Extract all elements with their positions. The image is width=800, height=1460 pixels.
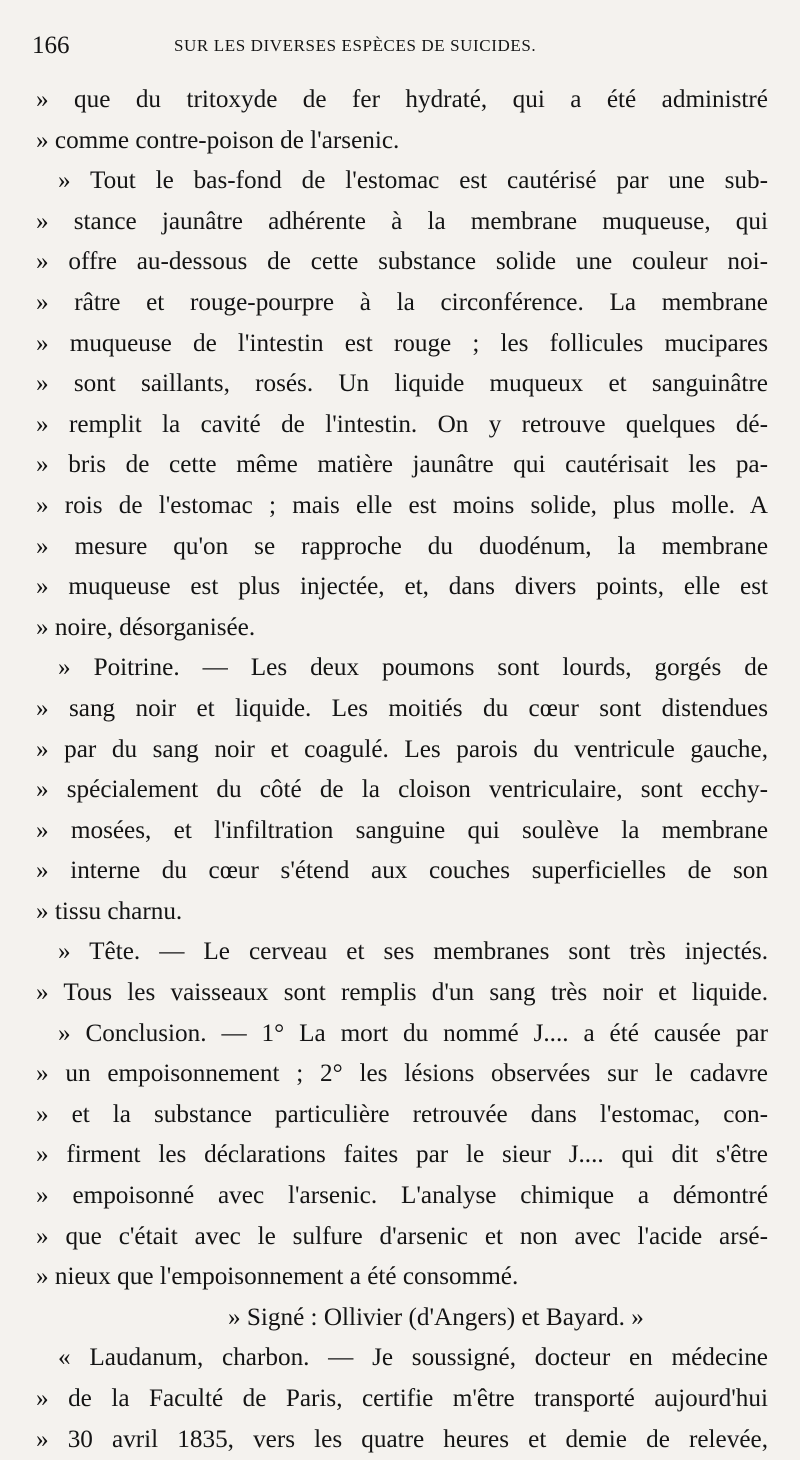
text-line: » remplit la cavité de l'intestin. On y retrouve quelques dé-	[36, 410, 768, 438]
text-line: » Tous les vaisseaux sont remplis d'un sang très noir et liquide.	[36, 979, 768, 1007]
text-line: » comme contre-poison de l'arsenic.	[36, 126, 400, 154]
text-line: » interne du cœur s'étend aux couches superficielles de son	[36, 857, 768, 885]
text-line: » mesure qu'on se rapproche du duodénum, la membrane	[36, 532, 768, 560]
text-line: » Conclusion. — 1° La mort du nommé J.... a été causée par	[58, 1019, 768, 1047]
text-line: » noire, désorganisée.	[36, 613, 256, 641]
text-line: » râtre et rouge-pourpre à la circonférence. La membrane	[36, 288, 768, 316]
text-line: » muqueuse de l'intestin est rouge ; les follicules mucipares	[36, 329, 768, 357]
text-line: » un empoisonnement ; 2° les lésions observées sur le cadavre	[36, 1060, 768, 1088]
text-line: » que du tritoxyde de fer hydraté, qui a été administré	[36, 86, 768, 113]
text-line: » stance jaunâtre adhérente à la membrane muqueuse, qui	[36, 207, 768, 235]
text-line: » que c'était avec le sulfure d'arsenic et non avec l'acide arsé-	[36, 1222, 768, 1250]
text-line: » spécialement du côté de la cloison ventriculaire, sont ecchy-	[36, 776, 768, 804]
text-line: » par du sang noir et coagulé. Les parois du ventricule gauche,	[36, 735, 768, 763]
text-line: » rois de l'estomac ; mais elle est moins solide, plus molle. A	[36, 491, 768, 519]
text-line: » Tout le bas-fond de l'estomac est cautérisé par une sub-	[58, 167, 768, 195]
text-line: » muqueuse est plus injectée, et, dans divers points, elle est	[36, 573, 768, 601]
text-line: » bris de cette même matière jaunâtre qui cautérisait les pa-	[36, 451, 768, 479]
text-line: » empoisonné avec l'arsenic. L'analyse chimique a démontré	[36, 1182, 768, 1210]
text-line: » 30 avril 1835, vers les quatre heures et demie de relevée,	[36, 1425, 768, 1453]
text-line: « Laudanum, charbon. — Je soussigné, docteur en médecine	[58, 1344, 768, 1372]
page-number: 166	[32, 32, 70, 59]
signature-line: » Signé : Ollivier (d'Angers) et Bayard. »	[228, 1303, 644, 1331]
text-line: » et la substance particulière retrouvée dans l'estomac, con-	[36, 1100, 768, 1128]
text-line: » mosées, et l'infiltration sanguine qui soulève la membrane	[36, 816, 768, 844]
running-title: SUR LES DIVERSES ESPÈCES DE SUICIDES.	[174, 36, 537, 55]
page-header	[26, 32, 766, 72]
text-line: » firment les déclarations faites par le sieur J.... qui dit s'être	[36, 1141, 768, 1169]
text-line: » Poitrine. — Les deux poumons sont lourds, gorgés de	[58, 654, 768, 682]
text-line: » sont saillants, rosés. Un liquide muqueux et sanguinâtre	[36, 370, 768, 398]
text-line: » offre au-dessous de cette substance solide une couleur noi-	[36, 248, 768, 276]
body-text	[36, 80, 768, 1460]
text-line: » Tête. — Le cerveau et ses membranes sont très injectés.	[58, 938, 768, 966]
text-line: » de la Faculté de Paris, certifie m'être transporté aujourd'hui	[36, 1385, 768, 1412]
text-line: » nieux que l'empoisonnement a été consommé.	[36, 1263, 519, 1291]
text-line: » tissu charnu.	[36, 897, 183, 925]
text-line: » sang noir et liquide. Les moitiés du cœur sont distendues	[36, 694, 768, 722]
